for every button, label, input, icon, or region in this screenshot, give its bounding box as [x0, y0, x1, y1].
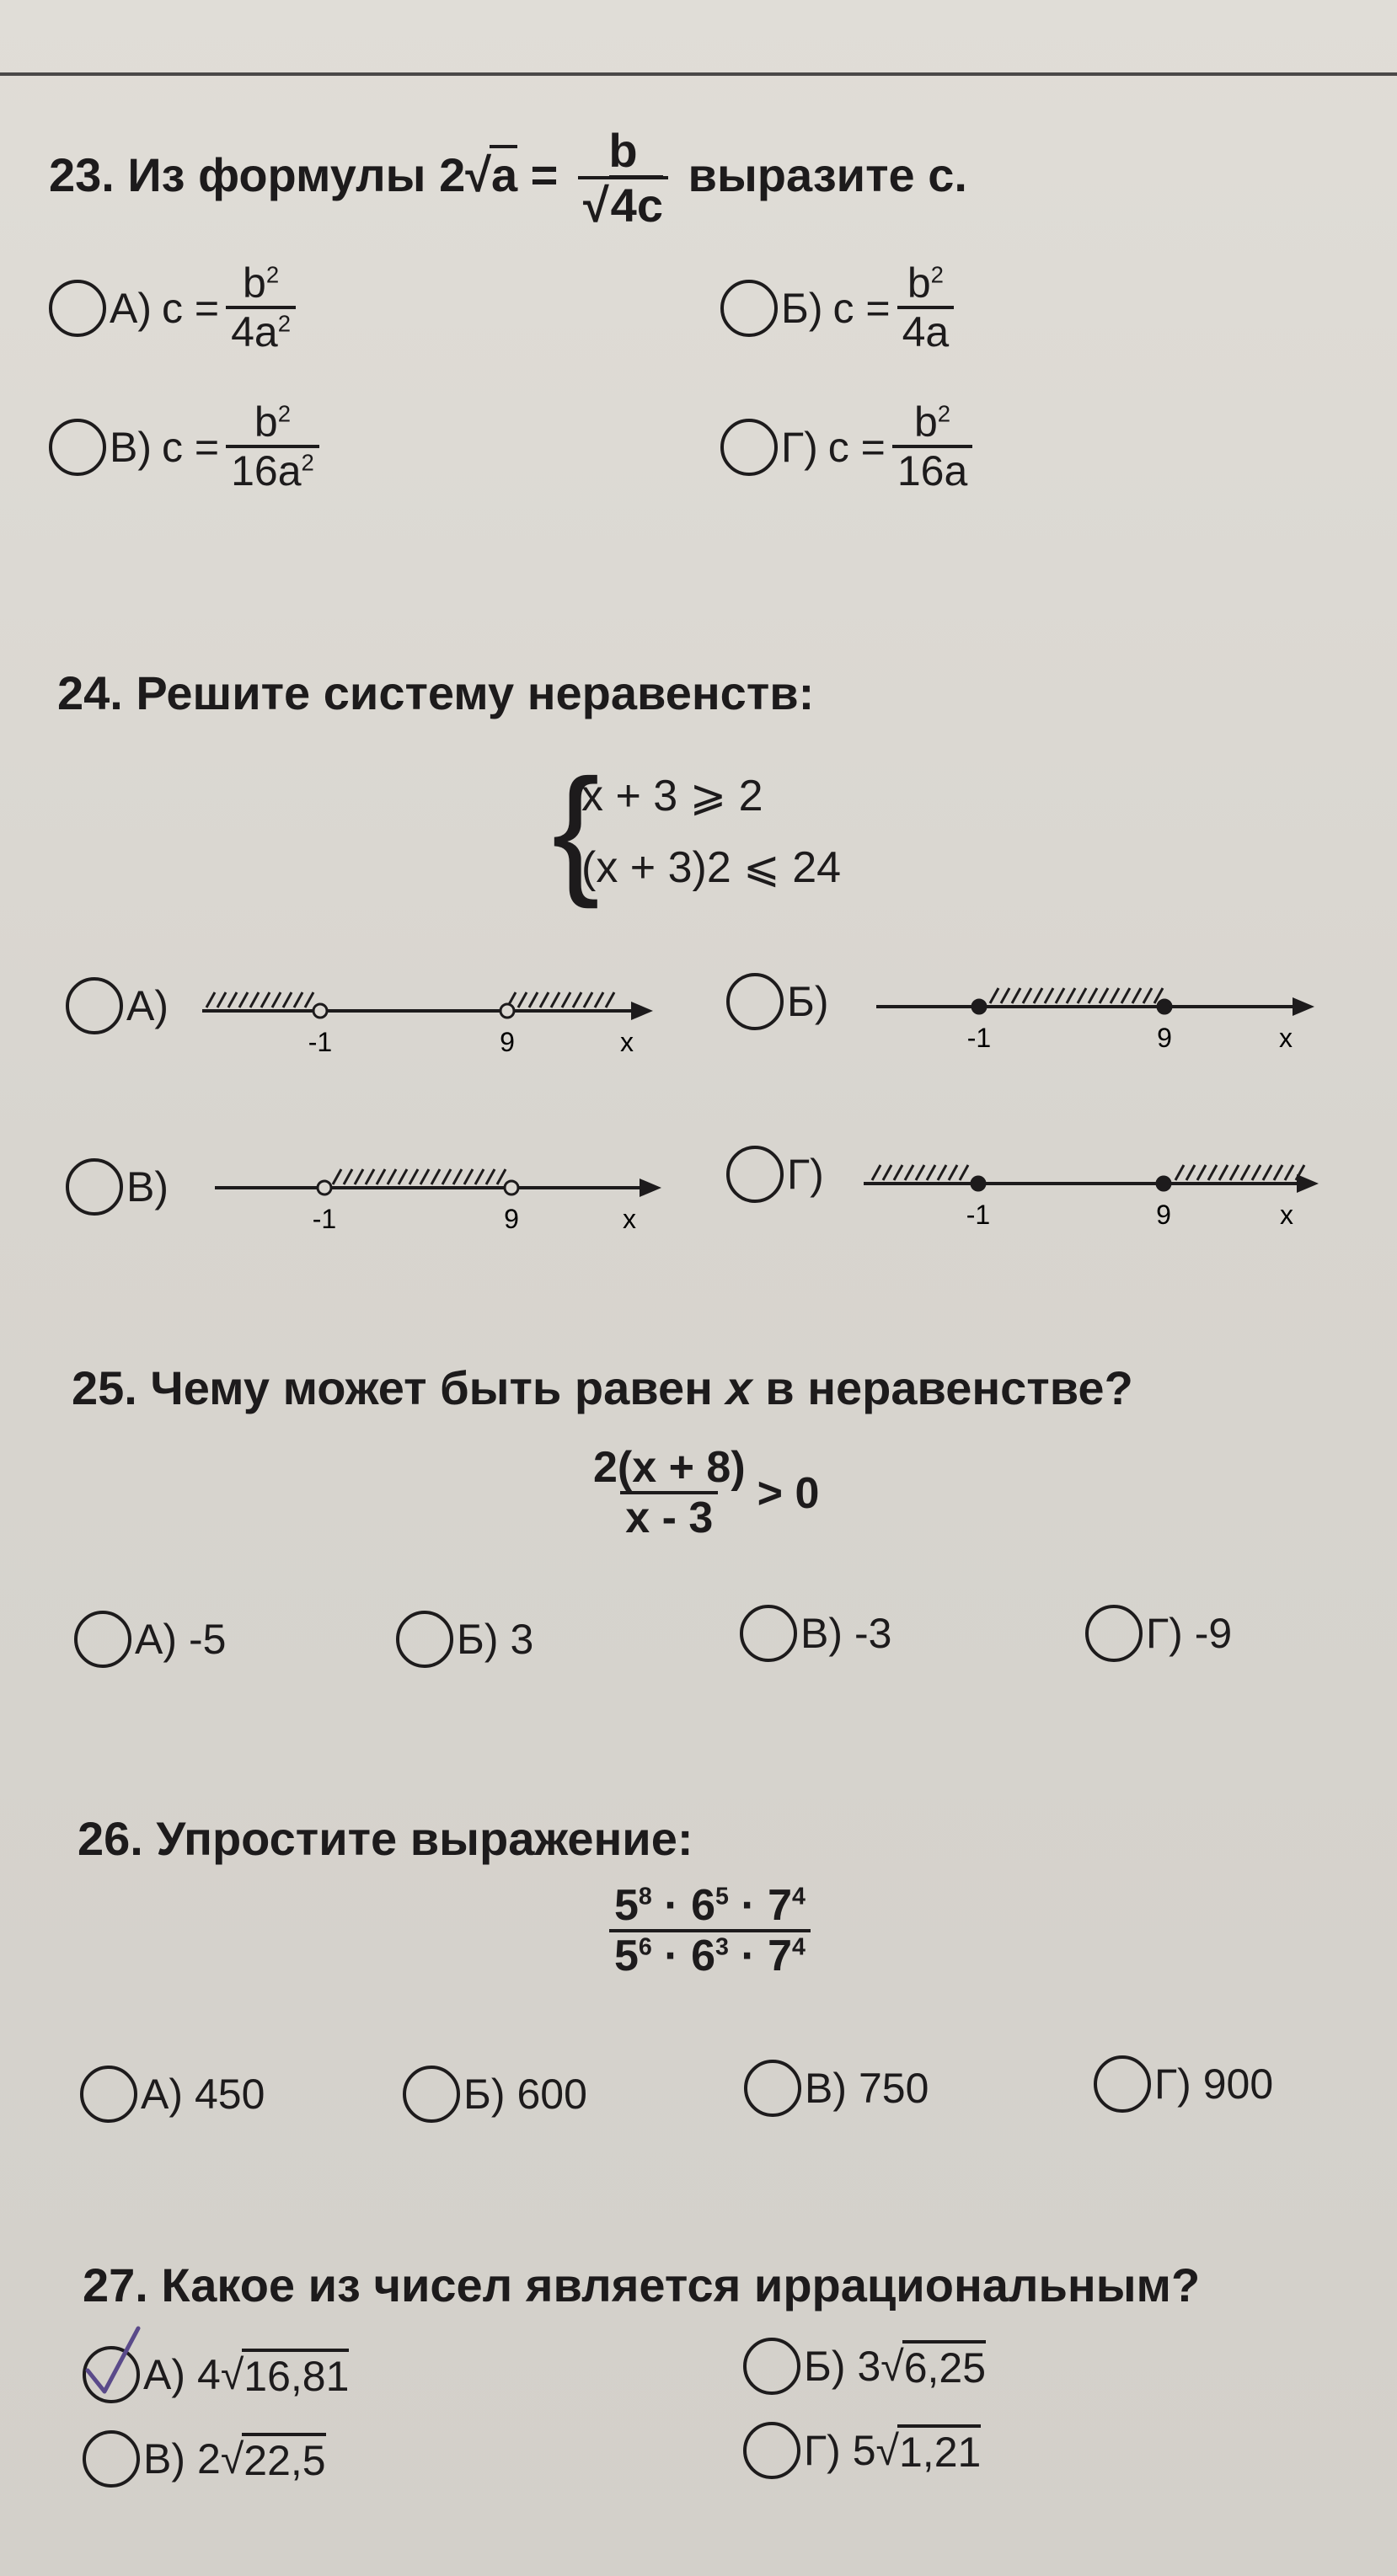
system-brace: {	[552, 750, 600, 910]
hatch-stroke	[1045, 988, 1053, 1003]
q25-option-a[interactable]	[74, 1611, 226, 1668]
q23-option-b[interactable]	[720, 261, 961, 355]
hatch-stroke	[1252, 1165, 1261, 1180]
tick-label: 9	[1157, 1023, 1172, 1053]
den-exp: 4	[792, 1933, 806, 1961]
q26-number: 26.	[78, 1812, 143, 1865]
option-letter: Б)	[457, 1616, 499, 1663]
q24-text: Решите систему неравенств:	[136, 666, 815, 719]
q26-option-b[interactable]	[403, 2066, 587, 2123]
option-letter: А)	[135, 1616, 177, 1663]
hatch-stroke	[497, 1169, 506, 1184]
q27-text: Какое из чисел является иррациональным?	[161, 2258, 1201, 2311]
den-base: 5	[614, 1931, 639, 1980]
hatch-stroke	[239, 992, 248, 1007]
axis-label: x	[623, 1204, 636, 1234]
option-coef: 5	[852, 2427, 876, 2474]
q23-title	[49, 126, 967, 231]
num-base: 5	[614, 1881, 639, 1930]
hatch-stroke	[1197, 1165, 1206, 1180]
num-base: b	[907, 259, 931, 307]
option-letter: А)	[126, 982, 169, 1029]
dot: ·	[741, 1931, 756, 1980]
answer-bubble[interactable]	[74, 1611, 131, 1668]
q26-option-c[interactable]	[744, 2060, 929, 2117]
answer-bubble[interactable]	[66, 1158, 123, 1216]
hatch-stroke	[1001, 988, 1009, 1003]
q26-text: Упростите выражение:	[156, 1812, 693, 1865]
hatch-stroke	[518, 992, 527, 1007]
hatch-stroke	[206, 992, 215, 1007]
option-letter: В)	[800, 1610, 843, 1657]
hatch-stroke	[905, 1165, 913, 1180]
hatch-stroke	[1175, 1165, 1184, 1180]
num-exp: 5	[715, 1883, 729, 1911]
q23-formula-fraction	[578, 126, 668, 231]
q24-number-line-b	[868, 956, 1348, 1066]
option-value: 750	[859, 2065, 929, 2112]
hatch-stroke	[409, 1169, 418, 1184]
closed-point	[972, 1000, 986, 1013]
hatch-stroke	[305, 992, 313, 1007]
hatch-stroke	[464, 1169, 473, 1184]
hatch-stroke	[529, 992, 538, 1007]
hatch-stroke	[344, 1169, 352, 1184]
q23-number: 23.	[49, 147, 115, 201]
option-letter: Г)	[1154, 2060, 1191, 2108]
option-letter: А)	[110, 284, 152, 332]
hatch-stroke	[1274, 1165, 1282, 1180]
tick-label: -1	[312, 1204, 337, 1234]
q27-number: 27.	[83, 2258, 148, 2311]
q27-title	[83, 2258, 1200, 2312]
hatch-stroke	[551, 992, 559, 1007]
hatch-stroke	[366, 1169, 374, 1184]
open-point	[313, 1004, 327, 1018]
hatch-stroke	[540, 992, 549, 1007]
q23-radical-sign: √	[465, 147, 491, 201]
option-num	[249, 400, 296, 445]
answer-bubble[interactable]	[740, 1605, 797, 1662]
closed-point	[1157, 1177, 1170, 1190]
num-exp: 2	[930, 261, 944, 288]
dot: ·	[741, 1881, 756, 1930]
q23-formula-den: 4c	[609, 175, 663, 232]
option-letter: Б)	[781, 284, 823, 332]
option-coef: 4	[197, 2351, 221, 2398]
hatch-stroke	[595, 992, 603, 1007]
radical-sign: √	[220, 2435, 244, 2482]
den-base: 6	[691, 1931, 715, 1980]
hatch-stroke	[355, 1169, 363, 1184]
option-value: 450	[195, 2071, 265, 2118]
hatch-stroke	[606, 992, 614, 1007]
option-num	[238, 261, 284, 306]
q26-fraction	[609, 1883, 811, 1980]
radical-sign: √	[220, 2351, 244, 2398]
closed-point	[971, 1177, 985, 1190]
q24-option-c[interactable]	[66, 1158, 169, 1216]
den-base: 7	[768, 1931, 793, 1980]
answer-bubble[interactable]	[743, 2338, 800, 2395]
hatch-stroke	[431, 1169, 440, 1184]
top-rule	[0, 72, 1397, 76]
option-lhs: c =	[832, 284, 891, 332]
num-exp: 4	[792, 1883, 806, 1911]
answer-bubble[interactable]	[726, 1146, 784, 1203]
num-exp: 8	[638, 1883, 652, 1911]
den-base: 16a	[897, 446, 968, 494]
hatch-stroke	[927, 1165, 935, 1180]
option-letter: В)	[805, 2065, 847, 2112]
hatch-stroke	[872, 1165, 880, 1180]
hatch-stroke	[1111, 988, 1119, 1003]
q23-formula-den-wrap: √4c	[578, 176, 668, 232]
hatch-stroke	[1263, 1165, 1271, 1180]
den-base: 16a	[231, 446, 302, 494]
q26-title	[78, 1811, 693, 1866]
num-base: 7	[768, 1881, 793, 1930]
open-point	[505, 1181, 518, 1194]
q25-option-d[interactable]	[1085, 1605, 1232, 1662]
radical-sign: √	[875, 2427, 899, 2474]
tick-label: -1	[966, 1023, 992, 1053]
hatch-stroke	[562, 992, 570, 1007]
hatch-stroke	[1285, 1165, 1293, 1180]
hatch-stroke	[388, 1169, 396, 1184]
q25-fraction	[588, 1445, 751, 1542]
den-base: 4a	[902, 307, 950, 355]
q25-text-after: в неравенстве?	[765, 1361, 1133, 1414]
answer-bubble[interactable]	[744, 2060, 801, 2117]
q23-option-c[interactable]	[49, 400, 326, 494]
hatch-stroke	[1241, 1165, 1250, 1180]
q25-text-before: Чему может быть равен	[150, 1361, 713, 1414]
option-letter: Г)	[787, 1151, 824, 1198]
den-exp: 2	[277, 309, 292, 336]
hatch-stroke	[1034, 988, 1042, 1003]
closed-point	[1158, 1000, 1171, 1013]
system-line-2: (x + 3)2 ⩽ 24	[581, 843, 842, 892]
hatch-stroke	[1056, 988, 1064, 1003]
hatch-stroke	[1132, 988, 1141, 1003]
option-value: -3	[854, 1610, 892, 1657]
option-letter: Г)	[781, 423, 818, 471]
option-fraction	[897, 261, 955, 355]
tick-label: 9	[1156, 1200, 1171, 1230]
option-letter: В)	[110, 423, 152, 471]
open-point	[318, 1181, 331, 1194]
q25-var: x	[725, 1361, 752, 1414]
q27-option-c[interactable]	[83, 2430, 326, 2488]
option-letter: В)	[143, 2435, 185, 2482]
num-exp: 2	[937, 400, 951, 427]
answer-bubble[interactable]	[743, 2422, 800, 2479]
dot: ·	[664, 1881, 679, 1930]
den-exp: 6	[638, 1933, 652, 1961]
q23-formula-eq: =	[530, 147, 559, 201]
q24-number-line-c	[206, 1137, 678, 1247]
option-lhs: c =	[162, 284, 220, 332]
hatch-stroke	[916, 1165, 924, 1180]
answer-bubble[interactable]	[49, 419, 106, 476]
option-letter: А)	[141, 2071, 183, 2118]
arrow-head-icon	[640, 1178, 661, 1197]
option-den	[897, 306, 955, 355]
hatch-stroke	[442, 1169, 451, 1184]
hatch-stroke	[938, 1165, 946, 1180]
answer-bubble[interactable]	[396, 1611, 453, 1668]
hatch-stroke	[1078, 988, 1086, 1003]
q24-option-b[interactable]	[726, 973, 828, 1030]
hatch-stroke	[475, 1169, 484, 1184]
answer-bubble[interactable]	[720, 280, 778, 337]
hatch-stroke	[1186, 1165, 1195, 1180]
hatch-stroke	[1012, 988, 1020, 1003]
option-radicand: 22,5	[242, 2433, 325, 2485]
q26-num	[609, 1883, 811, 1929]
dot: ·	[664, 1931, 679, 1980]
tick-label: -1	[308, 1027, 333, 1057]
hatch-stroke	[283, 992, 292, 1007]
answer-bubble[interactable]	[720, 419, 778, 476]
option-value: 900	[1202, 2060, 1274, 2108]
num-exp: 2	[277, 400, 292, 427]
hatch-stroke	[1023, 988, 1031, 1003]
hatch-stroke	[949, 1165, 957, 1180]
hatch-stroke	[272, 992, 281, 1007]
num-base: b	[254, 398, 278, 446]
hatch-stroke	[1067, 988, 1075, 1003]
q26-option-a[interactable]	[80, 2066, 265, 2123]
tick-label: -1	[966, 1200, 991, 1230]
option-num	[902, 261, 949, 306]
hatch-stroke	[883, 1165, 891, 1180]
q25-option-b[interactable]	[396, 1611, 533, 1668]
option-num	[909, 400, 955, 445]
q24-number: 24.	[57, 666, 123, 719]
q27-option-a[interactable]	[83, 2346, 349, 2403]
hatch-stroke	[420, 1169, 429, 1184]
option-radicand: 1,21	[897, 2424, 981, 2477]
option-radicand: 6,25	[902, 2340, 986, 2392]
q26-expression	[602, 1883, 817, 1980]
q26-option-d[interactable]	[1094, 2055, 1273, 2113]
den-base: 4a	[231, 307, 278, 355]
option-letter: В)	[126, 1163, 169, 1211]
hatch-stroke	[261, 992, 270, 1007]
q24-option-a[interactable]	[66, 977, 169, 1034]
axis-label: x	[1280, 1200, 1293, 1230]
option-letter: Б)	[787, 978, 829, 1025]
q23-formula-radicand: a	[490, 145, 517, 201]
option-lhs: c =	[827, 423, 886, 471]
option-value: 3	[510, 1616, 534, 1663]
hatch-stroke	[1089, 988, 1097, 1003]
option-letter: Г)	[1146, 1610, 1183, 1657]
option-letter: Б)	[804, 2343, 846, 2390]
option-fraction	[892, 400, 972, 494]
answer-bubble[interactable]	[49, 280, 106, 337]
option-den	[892, 445, 972, 494]
option-fraction	[226, 400, 319, 494]
den-exp: 2	[301, 448, 314, 475]
open-point	[500, 1004, 514, 1018]
q25-rhs: > 0	[757, 1468, 820, 1518]
hatch-stroke	[1121, 988, 1130, 1003]
num-exp: 2	[265, 261, 280, 288]
den-exp: 3	[715, 1933, 729, 1961]
hatch-stroke	[1143, 988, 1152, 1003]
hatch-stroke	[486, 1169, 495, 1184]
check-mark-icon	[79, 2324, 155, 2400]
option-coef: 2	[197, 2435, 221, 2482]
q23-formula-num: b	[608, 124, 638, 177]
q24-number-line-d	[855, 1133, 1352, 1243]
option-den	[226, 306, 296, 355]
q24-number-line-a	[194, 960, 666, 1070]
q25-inequality	[581, 1445, 819, 1542]
hatch-stroke	[228, 992, 237, 1007]
hatch-stroke	[584, 992, 592, 1007]
q25-title	[72, 1360, 1133, 1415]
num-base: b	[243, 259, 266, 307]
q27-option-d[interactable]	[743, 2422, 981, 2479]
hatch-stroke	[1208, 1165, 1217, 1180]
q23-option-a[interactable]	[49, 261, 302, 355]
option-value: -9	[1194, 1610, 1233, 1657]
q23-text-before: Из формулы	[127, 147, 426, 201]
hatch-stroke	[1219, 1165, 1228, 1180]
option-letter: Б)	[463, 2071, 506, 2118]
option-radicand: 16,81	[242, 2349, 349, 2401]
tick-label: 9	[500, 1027, 515, 1057]
q23-formula-coef: 2	[439, 147, 466, 201]
option-lhs: c =	[162, 423, 220, 471]
option-value: 600	[517, 2071, 587, 2118]
hatch-stroke	[990, 988, 998, 1003]
option-letter: Г)	[804, 2427, 841, 2474]
answer-bubble[interactable]	[80, 2066, 137, 2123]
answer-bubble[interactable]	[1085, 1605, 1143, 1662]
axis-label: x	[1279, 1023, 1293, 1053]
hatch-stroke	[573, 992, 581, 1007]
q25-number: 25.	[72, 1361, 137, 1414]
answer-bubble[interactable]	[83, 2430, 140, 2488]
hatch-stroke	[250, 992, 259, 1007]
arrow-head-icon	[1297, 1174, 1319, 1193]
hatch-stroke	[294, 992, 302, 1007]
tick-label: 9	[504, 1204, 519, 1234]
q25-den: x - 3	[620, 1491, 718, 1542]
radical-sign: √	[880, 2343, 904, 2390]
q25-num: 2(x + 8)	[593, 1443, 746, 1492]
system-line-1: x + 3 ⩾ 2	[581, 772, 763, 820]
answer-bubble[interactable]	[403, 2066, 460, 2123]
hatch-stroke	[377, 1169, 385, 1184]
hatch-stroke	[217, 992, 226, 1007]
q24-option-d[interactable]	[726, 1146, 824, 1203]
answer-bubble[interactable]	[726, 973, 784, 1030]
q24-title	[57, 665, 814, 720]
arrow-head-icon	[631, 1002, 653, 1020]
hatch-stroke	[960, 1165, 968, 1180]
option-letter: А)	[143, 2351, 185, 2398]
answer-bubble[interactable]	[1094, 2055, 1151, 2113]
option-den	[226, 445, 319, 494]
option-coef: 3	[857, 2343, 881, 2390]
hatch-stroke	[894, 1165, 902, 1180]
q27-option-b[interactable]	[743, 2338, 986, 2395]
hatch-stroke	[333, 1169, 341, 1184]
arrow-head-icon	[1293, 997, 1314, 1016]
hatch-stroke	[1230, 1165, 1239, 1180]
hatch-stroke	[1100, 988, 1108, 1003]
num-base: 6	[691, 1881, 715, 1930]
q23-option-d[interactable]	[720, 400, 979, 494]
q23-text-after: выразите с.	[688, 147, 967, 201]
answer-bubble-checked[interactable]	[83, 2346, 140, 2403]
q25-option-c[interactable]	[740, 1605, 891, 1662]
axis-label: x	[620, 1027, 634, 1057]
num-base: b	[913, 398, 938, 446]
hatch-stroke	[453, 1169, 462, 1184]
q26-den	[609, 1929, 811, 1980]
option-value: -5	[189, 1616, 227, 1663]
answer-bubble[interactable]	[66, 977, 123, 1034]
hatch-stroke	[399, 1169, 407, 1184]
option-fraction	[226, 261, 296, 355]
